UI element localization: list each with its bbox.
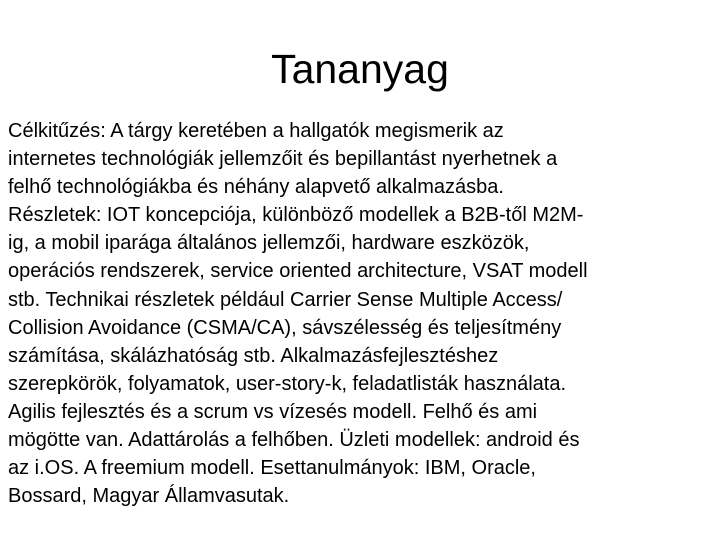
body-line: Célkitűzés: A tárgy keretében a hallgatók megismerik az bbox=[8, 120, 504, 142]
body-line: Agilis fejlesztés és a scrum vs vízesés modell. Felhő és ami bbox=[8, 400, 538, 423]
body-line: Bossard, Magyar Államvasutak. bbox=[8, 485, 290, 508]
body-line: mögötte van. Adattárolás a felhőben. Üzleti modellek: android és bbox=[8, 429, 580, 452]
body-line: Collision Avoidance (CSMA/CA), sávszélesség és teljesítmény bbox=[8, 316, 562, 339]
body-line: internetes technológiák jellemzőit és bepillantást nyerhetnek a bbox=[8, 148, 558, 171]
body-line: ig, a mobil iparága általános jellemzői, hardware eszközök, bbox=[8, 232, 530, 255]
slide-title: Tananyag bbox=[271, 46, 449, 92]
body-line: stb. Technikai részletek például Carrier Sense Multiple Access/ bbox=[8, 288, 563, 311]
body-line: felhő technológiákba és néhány alapvető alkalmazásba. bbox=[8, 176, 504, 199]
body-line: operációs rendszerek, service oriented architecture, VSAT modell bbox=[8, 260, 588, 283]
body-line: Részletek: IOT koncepciója, különböző modellek a B2B-től M2M- bbox=[8, 204, 584, 227]
body-line: az i.OS. A freemium modell. Esettanulmányok: IBM, Oracle, bbox=[8, 457, 536, 480]
body-line: szerepkörök, folyamatok, user-story-k, feladatlisták használata. bbox=[8, 372, 567, 395]
body-line: számítása, skálázhatóság stb. Alkalmazásfejlesztéshez bbox=[8, 344, 499, 367]
slide-body-text bbox=[8, 117, 708, 510]
